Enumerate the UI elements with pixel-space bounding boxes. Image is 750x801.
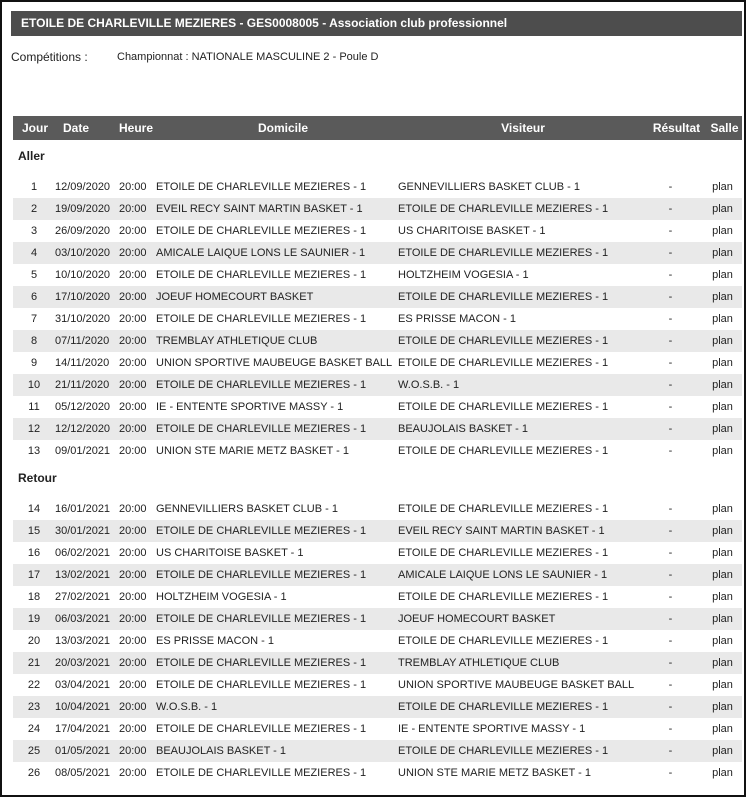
cell-resultat: -	[668, 569, 673, 581]
table-row	[13, 352, 742, 374]
cell-visiteur: ETOILE DE CHARLEVILLE MEZIERES - 1	[398, 445, 609, 457]
cell-heure: 20:00	[119, 269, 147, 281]
table-row	[13, 440, 742, 462]
cell-heure: 20:00	[119, 445, 147, 457]
cell-domicile: ETOILE DE CHARLEVILLE MEZIERES - 1	[156, 423, 367, 435]
cell-visiteur: GENNEVILLIERS BASKET CLUB - 1	[398, 181, 580, 193]
cell-resultat: -	[668, 503, 673, 515]
plan-link[interactable]: plan	[712, 269, 733, 281]
table-row	[13, 308, 742, 330]
cell-visiteur: ETOILE DE CHARLEVILLE MEZIERES - 1	[398, 291, 609, 303]
cell-date: 12/09/2020	[55, 181, 111, 193]
cell-jour: 22	[27, 679, 41, 691]
cell-date: 03/10/2020	[55, 247, 111, 259]
cell-domicile: AMICALE LAIQUE LONS LE SAUNIER - 1	[156, 247, 366, 259]
cell-heure: 20:00	[119, 357, 147, 369]
plan-link[interactable]: plan	[712, 357, 733, 369]
table-row	[13, 396, 742, 418]
cell-heure: 20:00	[119, 335, 147, 347]
plan-link[interactable]: plan	[712, 591, 733, 603]
cell-visiteur: ETOILE DE CHARLEVILLE MEZIERES - 1	[398, 591, 609, 603]
cell-heure: 20:00	[119, 767, 147, 779]
cell-domicile: ETOILE DE CHARLEVILLE MEZIERES - 1	[156, 225, 367, 237]
section-title-label: Retour	[18, 471, 57, 485]
cell-heure: 20:00	[119, 291, 147, 303]
cell-jour: 9	[30, 357, 38, 369]
cell-jour: 1	[30, 181, 38, 193]
cell-visiteur: BEAUJOLAIS BASKET - 1	[398, 423, 529, 435]
cell-domicile: UNION STE MARIE METZ BASKET - 1	[156, 445, 349, 457]
plan-link[interactable]: plan	[712, 701, 733, 713]
cell-visiteur: AMICALE LAIQUE LONS LE SAUNIER - 1	[398, 569, 608, 581]
cell-resultat: -	[668, 679, 673, 691]
cell-jour: 11	[28, 401, 40, 413]
col-header-domicile: Domicile	[257, 121, 308, 135]
cell-resultat: -	[668, 335, 673, 347]
cell-visiteur: ETOILE DE CHARLEVILLE MEZIERES - 1	[398, 503, 609, 515]
cell-visiteur: W.O.S.B. - 1	[398, 379, 460, 391]
cell-resultat: -	[668, 701, 673, 713]
plan-link[interactable]: plan	[712, 401, 733, 413]
cell-visiteur: ETOILE DE CHARLEVILLE MEZIERES - 1	[398, 635, 609, 647]
cell-jour: 23	[27, 701, 41, 713]
table-row	[13, 564, 742, 586]
cell-resultat: -	[668, 613, 673, 625]
cell-visiteur: ETOILE DE CHARLEVILLE MEZIERES - 1	[398, 247, 609, 259]
cell-visiteur: UNION STE MARIE METZ BASKET - 1	[398, 767, 591, 779]
table-body	[13, 140, 742, 784]
cell-heure: 20:00	[119, 503, 147, 515]
cell-visiteur: ETOILE DE CHARLEVILLE MEZIERES - 1	[398, 357, 609, 369]
plan-link[interactable]: plan	[712, 767, 733, 779]
cell-date: 05/12/2020	[55, 401, 111, 413]
cell-date: 09/01/2021	[55, 445, 111, 457]
cell-date: 27/02/2021	[55, 591, 111, 603]
col-header-jour: Jour	[21, 121, 48, 135]
cell-resultat: -	[668, 313, 673, 325]
cell-domicile: ETOILE DE CHARLEVILLE MEZIERES - 1	[156, 379, 367, 391]
cell-resultat: -	[668, 591, 673, 603]
plan-link[interactable]: plan	[712, 723, 733, 735]
cell-domicile: ES PRISSE MACON - 1	[156, 635, 274, 647]
cell-domicile: JOEUF HOMECOURT BASKET	[156, 291, 314, 303]
cell-visiteur: ES PRISSE MACON - 1	[398, 313, 516, 325]
competitions-value: Championnat : NATIONALE MASCULINE 2 - Poule D	[117, 51, 379, 63]
cell-date: 26/09/2020	[55, 225, 111, 237]
cell-heure: 20:00	[119, 701, 147, 713]
cell-domicile: IE - ENTENTE SPORTIVE MASSY - 1	[156, 401, 344, 413]
cell-visiteur: UNION SPORTIVE MAUBEUGE BASKET BALL	[398, 679, 635, 691]
cell-date: 03/04/2021	[55, 679, 111, 691]
cell-domicile: ETOILE DE CHARLEVILLE MEZIERES - 1	[156, 767, 367, 779]
cell-heure: 20:00	[119, 181, 147, 193]
cell-jour: 24	[27, 723, 41, 735]
cell-jour: 13	[27, 445, 41, 457]
cell-visiteur: ETOILE DE CHARLEVILLE MEZIERES - 1	[398, 203, 609, 215]
cell-visiteur: ETOILE DE CHARLEVILLE MEZIERES - 1	[398, 401, 609, 413]
cell-date: 21/11/2020	[55, 379, 110, 391]
cell-jour: 25	[27, 745, 41, 757]
cell-jour: 3	[30, 225, 38, 237]
table-row	[13, 520, 742, 542]
cell-domicile: HOLTZHEIM VOGESIA - 1	[156, 591, 287, 603]
cell-resultat: -	[668, 723, 673, 735]
cell-resultat: -	[668, 547, 673, 559]
cell-heure: 20:00	[119, 679, 147, 691]
cell-date: 17/04/2021	[55, 723, 111, 735]
cell-heure: 20:00	[119, 569, 147, 581]
cell-resultat: -	[668, 423, 673, 435]
cell-resultat: -	[668, 291, 673, 303]
cell-date: 13/02/2021	[55, 569, 111, 581]
table-row	[13, 418, 742, 440]
cell-visiteur: IE - ENTENTE SPORTIVE MASSY - 1	[398, 723, 586, 735]
plan-link[interactable]: plan	[712, 503, 733, 515]
cell-visiteur: ETOILE DE CHARLEVILLE MEZIERES - 1	[398, 335, 609, 347]
cell-date: 30/01/2021	[55, 525, 111, 537]
cell-heure: 20:00	[119, 745, 147, 757]
plan-link[interactable]: plan	[712, 657, 733, 669]
table-row	[13, 220, 742, 242]
cell-date: 17/10/2020	[55, 291, 111, 303]
cell-date: 08/05/2021	[55, 767, 111, 779]
cell-jour: 12	[27, 423, 41, 435]
cell-resultat: -	[668, 247, 673, 259]
page-title: ETOILE DE CHARLEVILLE MEZIERES - GES0008005 - Association club professionnel	[11, 11, 742, 36]
cell-heure: 20:00	[119, 525, 147, 537]
cell-heure: 20:00	[119, 313, 147, 325]
cell-resultat: -	[668, 225, 673, 237]
cell-jour: 4	[30, 247, 38, 259]
table-row	[13, 718, 742, 740]
table-row	[13, 198, 742, 220]
cell-domicile: GENNEVILLIERS BASKET CLUB - 1	[156, 503, 338, 515]
table-row	[13, 586, 742, 608]
cell-resultat: -	[668, 379, 673, 391]
cell-date: 06/02/2021	[55, 547, 111, 559]
cell-domicile: ETOILE DE CHARLEVILLE MEZIERES - 1	[156, 679, 367, 691]
table-row	[13, 696, 742, 718]
cell-heure: 20:00	[119, 203, 147, 215]
cell-resultat: -	[668, 767, 673, 779]
table-header	[13, 116, 742, 140]
cell-jour: 20	[27, 635, 41, 647]
cell-resultat: -	[668, 203, 673, 215]
table-row	[13, 374, 742, 396]
plan-link[interactable]: plan	[712, 445, 733, 457]
cell-jour: 15	[27, 525, 41, 537]
cell-date: 19/09/2020	[55, 203, 111, 215]
table-row	[13, 498, 742, 520]
cell-heure: 20:00	[119, 591, 147, 603]
cell-domicile: ETOILE DE CHARLEVILLE MEZIERES - 1	[156, 313, 367, 325]
plan-link[interactable]: plan	[712, 547, 733, 559]
cell-resultat: -	[668, 525, 673, 537]
cell-date: 20/03/2021	[55, 657, 111, 669]
cell-heure: 20:00	[119, 225, 147, 237]
col-header-salle: Salle	[710, 121, 739, 135]
plan-link[interactable]: plan	[712, 613, 733, 625]
cell-date: 31/10/2020	[55, 313, 111, 325]
col-header-visiteur: Visiteur	[501, 121, 545, 135]
cell-domicile: ETOILE DE CHARLEVILLE MEZIERES - 1	[156, 525, 367, 537]
cell-domicile: UNION SPORTIVE MAUBEUGE BASKET BALL	[156, 357, 393, 369]
cell-jour: 21	[27, 657, 41, 669]
plan-link[interactable]: plan	[712, 635, 733, 647]
plan-link[interactable]: plan	[712, 181, 733, 193]
cell-jour: 19	[27, 613, 41, 625]
section-title	[13, 140, 742, 176]
plan-link[interactable]: plan	[712, 313, 733, 325]
plan-link[interactable]: plan	[712, 569, 733, 581]
cell-jour: 18	[27, 591, 41, 603]
cell-date: 10/10/2020	[55, 269, 111, 281]
table-row	[13, 242, 742, 264]
table-row	[13, 674, 742, 696]
cell-heure: 20:00	[119, 635, 147, 647]
cell-heure: 20:00	[119, 547, 147, 559]
cell-domicile: BEAUJOLAIS BASKET - 1	[156, 745, 287, 757]
cell-visiteur: US CHARITOISE BASKET - 1	[398, 225, 546, 237]
cell-jour: 7	[30, 313, 38, 325]
cell-domicile: ETOILE DE CHARLEVILLE MEZIERES - 1	[156, 569, 367, 581]
plan-link[interactable]: plan	[712, 335, 733, 347]
cell-domicile: TREMBLAY ATHLETIQUE CLUB	[156, 335, 318, 347]
table-row	[13, 608, 742, 630]
cell-visiteur: ETOILE DE CHARLEVILLE MEZIERES - 1	[398, 547, 609, 559]
plan-link[interactable]: plan	[712, 379, 733, 391]
cell-date: 13/03/2021	[55, 635, 111, 647]
cell-domicile: ETOILE DE CHARLEVILLE MEZIERES - 1	[156, 181, 367, 193]
col-header-date: Date	[63, 121, 90, 135]
cell-resultat: -	[668, 635, 673, 647]
cell-visiteur: ETOILE DE CHARLEVILLE MEZIERES - 1	[398, 701, 609, 713]
cell-domicile: ETOILE DE CHARLEVILLE MEZIERES - 1	[156, 613, 367, 625]
plan-link[interactable]: plan	[712, 423, 733, 435]
cell-jour: 17	[27, 569, 41, 581]
cell-domicile: W.O.S.B. - 1	[156, 701, 218, 713]
cell-jour: 14	[27, 503, 41, 515]
cell-date: 06/03/2021	[55, 613, 111, 625]
competitions-label: Compétitions :	[11, 50, 88, 64]
table-row	[13, 330, 742, 352]
cell-jour: 5	[30, 269, 38, 281]
table-row	[13, 740, 742, 762]
plan-link[interactable]: plan	[712, 525, 733, 537]
col-header-resultat: Résultat	[652, 121, 701, 135]
plan-link[interactable]: plan	[712, 247, 733, 259]
cell-visiteur: TREMBLAY ATHLETIQUE CLUB	[398, 657, 560, 669]
table-row	[13, 542, 742, 564]
cell-jour: 10	[27, 379, 41, 391]
cell-domicile: ETOILE DE CHARLEVILLE MEZIERES - 1	[156, 269, 367, 281]
cell-visiteur: EVEIL RECY SAINT MARTIN BASKET - 1	[398, 525, 605, 537]
table-row	[13, 630, 742, 652]
cell-domicile: ETOILE DE CHARLEVILLE MEZIERES - 1	[156, 723, 367, 735]
cell-heure: 20:00	[119, 247, 147, 259]
table-row	[13, 176, 742, 198]
table-row	[13, 264, 742, 286]
cell-jour: 2	[30, 203, 38, 215]
cell-jour: 6	[30, 291, 38, 303]
cell-date: 14/11/2020	[55, 357, 110, 369]
plan-link[interactable]: plan	[712, 679, 733, 691]
section-title-label: Aller	[18, 149, 45, 163]
cell-date: 16/01/2021	[55, 503, 111, 515]
cell-date: 10/04/2021	[55, 701, 111, 713]
cell-date: 12/12/2020	[55, 423, 111, 435]
table-row	[13, 762, 742, 784]
cell-resultat: -	[668, 745, 673, 757]
plan-link[interactable]: plan	[712, 225, 733, 237]
plan-link[interactable]: plan	[712, 745, 733, 757]
table-row	[13, 286, 742, 308]
cell-heure: 20:00	[119, 401, 147, 413]
col-header-heure: Heure	[119, 121, 154, 135]
cell-heure: 20:00	[119, 613, 147, 625]
cell-heure: 20:00	[119, 379, 147, 391]
cell-heure: 20:00	[119, 423, 147, 435]
cell-resultat: -	[668, 401, 673, 413]
cell-date: 01/05/2021	[55, 745, 111, 757]
cell-resultat: -	[668, 657, 673, 669]
cell-domicile: EVEIL RECY SAINT MARTIN BASKET - 1	[156, 203, 363, 215]
cell-visiteur: JOEUF HOMECOURT BASKET	[398, 613, 556, 625]
cell-domicile: US CHARITOISE BASKET - 1	[156, 547, 304, 559]
plan-link[interactable]: plan	[712, 203, 733, 215]
section-title	[13, 462, 742, 498]
cell-resultat: -	[668, 357, 673, 369]
cell-jour: 16	[27, 547, 41, 559]
cell-jour: 8	[30, 335, 38, 347]
cell-heure: 20:00	[119, 657, 147, 669]
cell-resultat: -	[668, 445, 673, 457]
table-row	[13, 652, 742, 674]
cell-jour: 26	[27, 767, 41, 779]
plan-link[interactable]: plan	[712, 291, 733, 303]
cell-date: 07/11/2020	[55, 335, 110, 347]
cell-visiteur: HOLTZHEIM VOGESIA - 1	[398, 269, 529, 281]
schedule-table	[13, 116, 742, 784]
cell-visiteur: ETOILE DE CHARLEVILLE MEZIERES - 1	[398, 745, 609, 757]
cell-domicile: ETOILE DE CHARLEVILLE MEZIERES - 1	[156, 657, 367, 669]
cell-resultat: -	[668, 181, 673, 193]
cell-heure: 20:00	[119, 723, 147, 735]
cell-resultat: -	[668, 269, 673, 281]
